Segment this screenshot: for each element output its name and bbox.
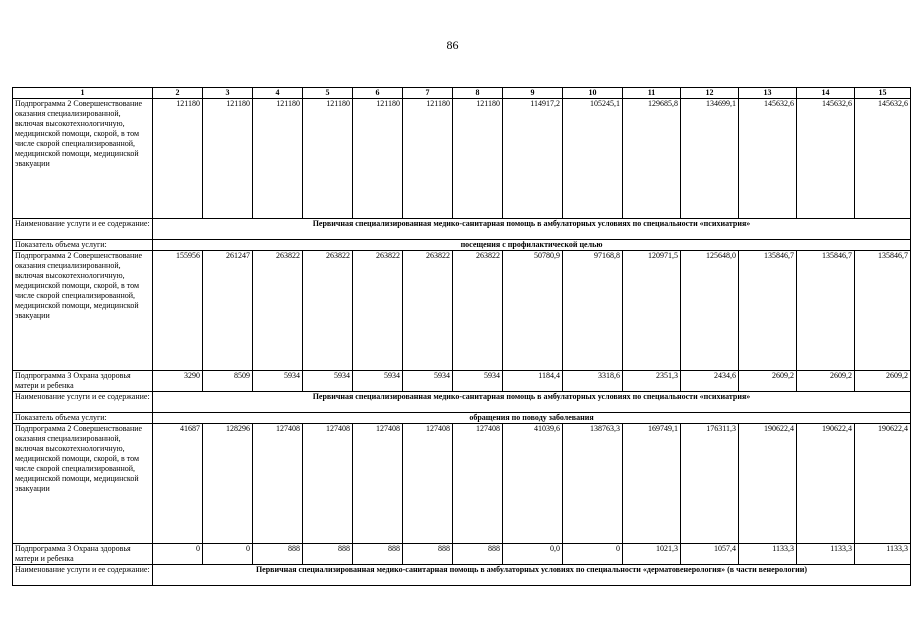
- column-header: 9: [503, 88, 563, 99]
- value-cell: 129685,8: [623, 99, 681, 219]
- value-cell: 1133,3: [739, 544, 797, 565]
- value-cell: 145632,6: [739, 99, 797, 219]
- value-cell: 263822: [303, 251, 353, 371]
- value-cell: 263822: [353, 251, 403, 371]
- section-title: Первичная специализированная медико-санитарная помощь в амбулаторных условиях по специальности «дерматовенерология» (в части венерологии): [153, 565, 911, 586]
- value-cell: 127408: [303, 424, 353, 544]
- value-cell: 135846,7: [855, 251, 911, 371]
- value-cell: 261247: [203, 251, 253, 371]
- value-cell: 105245,1: [563, 99, 623, 219]
- value-cell: 128296: [203, 424, 253, 544]
- value-cell: 155956: [153, 251, 203, 371]
- section-row: [13, 392, 911, 413]
- value-cell: 888: [403, 544, 453, 565]
- value-cell: 2434,6: [681, 371, 739, 392]
- value-cell: 190622,4: [739, 424, 797, 544]
- value-cell: 135846,7: [739, 251, 797, 371]
- column-header: 2: [153, 88, 203, 99]
- value-cell: 127408: [403, 424, 453, 544]
- value-cell: 120971,5: [623, 251, 681, 371]
- value-cell: 176311,3: [681, 424, 739, 544]
- value-cell: 5934: [303, 371, 353, 392]
- value-cell: 5934: [253, 371, 303, 392]
- value-cell: 5934: [403, 371, 453, 392]
- section-title: Первичная специализированная медико-санитарная помощь в амбулаторных условиях по специальности «психиатрия»: [153, 219, 911, 240]
- value-cell: 135846,7: [797, 251, 855, 371]
- row-label: Наименование услуги и ее содержание:: [13, 392, 153, 413]
- table-row: [13, 371, 911, 392]
- row-label: Подпрограмма 2 Совершенствование оказания специализированной, включая высокотехнологичную, медицинской помощи, скорой, в том числе скорой специализированной, медицинской помощи, медицинской эвакуации: [13, 251, 153, 371]
- section-row: [13, 565, 911, 586]
- value-cell: 145632,6: [855, 99, 911, 219]
- value-cell: 888: [303, 544, 353, 565]
- table-row: [13, 99, 911, 219]
- section-title: посещения с профилактической целью: [153, 240, 911, 251]
- column-header: 6: [353, 88, 403, 99]
- value-cell: 2609,2: [855, 371, 911, 392]
- value-cell: 263822: [453, 251, 503, 371]
- value-cell: 0: [153, 544, 203, 565]
- value-cell: 888: [453, 544, 503, 565]
- value-cell: 145632,6: [797, 99, 855, 219]
- row-label: Наименование услуги и ее содержание:: [13, 219, 153, 240]
- value-cell: 888: [253, 544, 303, 565]
- column-header: 13: [739, 88, 797, 99]
- row-label: Показатель объема услуги:: [13, 413, 153, 424]
- section-title: обращения по поводу заболевания: [153, 413, 911, 424]
- value-cell: 134699,1: [681, 99, 739, 219]
- value-cell: 169749,1: [623, 424, 681, 544]
- column-header: 1: [13, 88, 153, 99]
- row-label: Подпрограмма 2 Совершенствование оказания специализированной, включая высокотехнологичную, медицинской помощи, скорой, в том числе скорой специализированной, медицинской помощи, медицинской эвакуации: [13, 99, 153, 219]
- value-cell: 190622,4: [797, 424, 855, 544]
- column-header: 8: [453, 88, 503, 99]
- value-cell: 41687: [153, 424, 203, 544]
- value-cell: 263822: [253, 251, 303, 371]
- value-cell: 2351,3: [623, 371, 681, 392]
- column-header: 3: [203, 88, 253, 99]
- table-row: [13, 544, 911, 565]
- value-cell: 121180: [153, 99, 203, 219]
- column-header: 5: [303, 88, 353, 99]
- value-cell: 8509: [203, 371, 253, 392]
- value-cell: 121180: [353, 99, 403, 219]
- value-cell: 263822: [403, 251, 453, 371]
- section-row: [13, 219, 911, 240]
- value-cell: 138763,3: [563, 424, 623, 544]
- value-cell: 888: [353, 544, 403, 565]
- value-cell: 121180: [453, 99, 503, 219]
- column-header: 4: [253, 88, 303, 99]
- value-cell: 121180: [303, 99, 353, 219]
- table-row: [13, 424, 911, 544]
- value-cell: 0,0: [503, 544, 563, 565]
- value-cell: 121180: [203, 99, 253, 219]
- value-cell: 1021,3: [623, 544, 681, 565]
- row-label: Показатель объема услуги:: [13, 240, 153, 251]
- table-row: [13, 251, 911, 371]
- value-cell: 3318,6: [563, 371, 623, 392]
- value-cell: 2609,2: [797, 371, 855, 392]
- value-cell: 5934: [353, 371, 403, 392]
- value-cell: 121180: [253, 99, 303, 219]
- row-label: Подпрограмма 3 Охрана здоровья матери и ребенка: [13, 544, 153, 565]
- value-cell: 1133,3: [797, 544, 855, 565]
- column-header: 7: [403, 88, 453, 99]
- value-cell: 1184,4: [503, 371, 563, 392]
- section-row: [13, 413, 911, 424]
- value-cell: 97168,8: [563, 251, 623, 371]
- services-table: [12, 87, 911, 586]
- value-cell: 0: [203, 544, 253, 565]
- value-cell: 127408: [453, 424, 503, 544]
- value-cell: 1057,4: [681, 544, 739, 565]
- value-cell: 5934: [453, 371, 503, 392]
- value-cell: 1133,3: [855, 544, 911, 565]
- column-header: 11: [623, 88, 681, 99]
- column-header: 14: [797, 88, 855, 99]
- column-header: 15: [855, 88, 911, 99]
- value-cell: 127408: [253, 424, 303, 544]
- row-label: Наименование услуги и ее содержание:: [13, 565, 153, 586]
- row-label: Подпрограмма 2 Совершенствование оказания специализированной, включая высокотехнологичную, медицинской помощи, скорой, в том числе скорой специализированной, медицинской помощи, медицинской эвакуации: [13, 424, 153, 544]
- section-row: [13, 240, 911, 251]
- value-cell: 41039,6: [503, 424, 563, 544]
- section-title: Первичная специализированная медико-санитарная помощь в амбулаторных условиях по специальности «психиатрия»: [153, 392, 911, 413]
- page-number: 86: [446, 38, 459, 52]
- value-cell: 2609,2: [739, 371, 797, 392]
- value-cell: 0: [563, 544, 623, 565]
- header-row: [13, 88, 911, 99]
- column-header: 10: [563, 88, 623, 99]
- column-header: 12: [681, 88, 739, 99]
- value-cell: 114917,2: [503, 99, 563, 219]
- row-label: Подпрограмма 3 Охрана здоровья матери и ребенка: [13, 371, 153, 392]
- value-cell: 125648,0: [681, 251, 739, 371]
- value-cell: 190622,4: [855, 424, 911, 544]
- value-cell: 127408: [353, 424, 403, 544]
- value-cell: 121180: [403, 99, 453, 219]
- value-cell: 3290: [153, 371, 203, 392]
- value-cell: 50780,9: [503, 251, 563, 371]
